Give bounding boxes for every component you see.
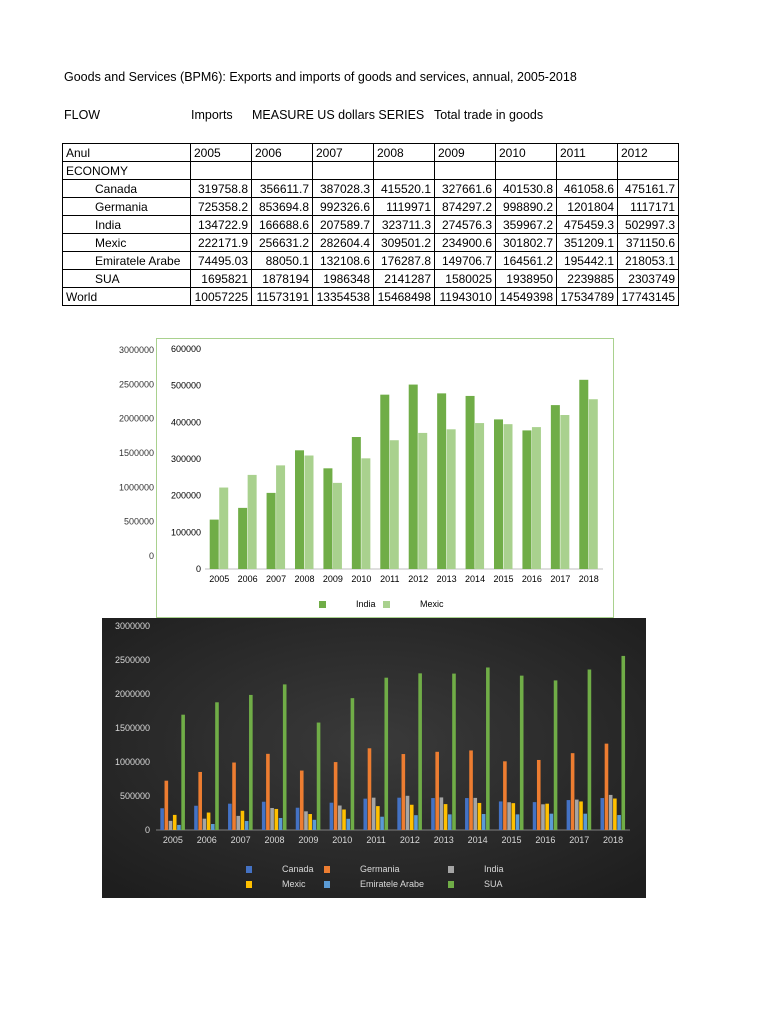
bar-sua: [215, 702, 219, 830]
bar-germania: [537, 760, 541, 830]
bar-india: [409, 385, 418, 569]
bar-canada: [262, 802, 266, 830]
table-row: [63, 270, 679, 288]
bar-germania: [300, 771, 304, 830]
y-tick-label: 1500000: [114, 723, 150, 733]
x-tick-label: 2016: [535, 835, 556, 845]
table-cell: 15468498: [374, 288, 435, 306]
table-row: [63, 180, 679, 198]
table-header-cell: 2010: [496, 144, 557, 162]
bar-mexic: [219, 488, 228, 569]
bar-germania: [232, 763, 236, 830]
legend-label: Emiratele Arabe: [360, 879, 425, 889]
table-cell: 222171.9: [191, 234, 252, 252]
table-header-cell: 2012: [618, 144, 679, 162]
bar-india: [522, 430, 531, 569]
table-cell: 256631.2: [252, 234, 313, 252]
bar-sua: [384, 678, 388, 830]
bar-canada: [296, 808, 300, 830]
x-tick-label: 2009: [298, 835, 319, 845]
bar-emiratele-arabe: [380, 817, 384, 830]
bar-india: [466, 396, 475, 569]
table-row: [63, 234, 679, 252]
bar-emiratele-arabe: [313, 820, 317, 830]
bar-germania: [402, 754, 406, 830]
y-tick-label: 500000: [170, 380, 201, 391]
x-tick-label: 2018: [603, 835, 624, 845]
x-tick-label: 2014: [465, 574, 486, 584]
x-tick-label: 2017: [569, 835, 590, 845]
bar-mexic: [308, 814, 312, 830]
bar-canada: [600, 798, 604, 830]
bar-emiratele-arabe: [414, 815, 418, 830]
series-value: Total trade in goods: [434, 108, 544, 122]
bar-sua: [181, 715, 185, 830]
x-tick-label: 2008: [294, 574, 315, 584]
table-row: [63, 252, 679, 270]
table-cell: 2141287: [374, 270, 435, 288]
bar-emiratele-arabe: [177, 825, 181, 830]
bar-mexic: [478, 803, 482, 830]
x-tick-label: 2018: [578, 574, 599, 584]
bar-mexic: [276, 465, 285, 569]
x-tick-label: 2005: [209, 574, 230, 584]
bar-canada: [465, 798, 469, 830]
x-tick-label: 2014: [467, 835, 488, 845]
table-cell: 327661.6: [435, 180, 496, 198]
row-label: Mexic: [63, 234, 191, 252]
bar-mexic: [444, 804, 448, 830]
table-cell: 461058.6: [557, 180, 618, 198]
table-cell: 351209.1: [557, 234, 618, 252]
bar-mexic: [579, 801, 583, 830]
y-tick-label: 0: [195, 564, 201, 574]
bar-germania: [605, 744, 609, 830]
bar-sua: [317, 723, 321, 830]
y-tick-label: 3000000: [118, 345, 154, 355]
bar-germania: [571, 753, 575, 830]
bar-sua: [588, 670, 592, 830]
table-cell: 319758.8: [191, 180, 252, 198]
bar-mexic: [361, 458, 370, 569]
bar-mexic: [173, 815, 177, 830]
section-label: ECONOMY: [63, 162, 191, 180]
table-cell: 1878194: [252, 270, 313, 288]
x-tick-label: 2016: [521, 574, 542, 584]
bar-india: [406, 796, 410, 830]
x-tick-label: 2015: [493, 574, 514, 584]
table-cell: 853694.8: [252, 198, 313, 216]
table-cell: 132108.6: [313, 252, 374, 270]
table-cell: 992326.6: [313, 198, 374, 216]
legend-swatch: [383, 601, 390, 608]
table-cell: 176287.8: [374, 252, 435, 270]
bar-emiratele-arabe: [482, 814, 486, 830]
bar-mexic: [376, 806, 380, 830]
table-header-cell: Anul: [63, 144, 191, 162]
table-cell: 282604.4: [313, 234, 374, 252]
y-tick-label: 500000: [119, 791, 150, 801]
bar-india: [267, 493, 276, 569]
document-title: Goods and Services (BPM6): Exports and imports of goods and services, annual, 2005-2018: [64, 70, 577, 84]
y-tick-label: 200000: [170, 490, 201, 501]
bar-india: [236, 816, 240, 830]
legend-swatch: [448, 881, 454, 888]
table-cell: 502997.3: [618, 216, 679, 234]
flow-value: Imports: [191, 108, 233, 122]
bar-india: [541, 804, 545, 830]
table-cell: 1119971: [374, 198, 435, 216]
table-cell: 88050.1: [252, 252, 313, 270]
x-tick-label: 2007: [230, 835, 251, 845]
table-cell: 1695821: [191, 270, 252, 288]
table-cell: 475459.3: [557, 216, 618, 234]
measure-label: MEASURE US dollars SERIES: [252, 108, 425, 122]
table-row: [63, 198, 679, 216]
bar-canada: [499, 801, 503, 830]
table-cell: 1986348: [313, 270, 374, 288]
bar-canada: [533, 802, 537, 830]
y-tick-label: 100000: [170, 527, 201, 538]
table-cell: 1580025: [435, 270, 496, 288]
legend-label: India: [356, 599, 376, 609]
legend-label: Germania: [360, 864, 400, 874]
row-label: India: [63, 216, 191, 234]
x-tick-label: 2010: [351, 574, 372, 584]
table-cell: 195442.1: [557, 252, 618, 270]
table-cell: 11943010: [435, 288, 496, 306]
legend-label: Canada: [282, 864, 314, 874]
bar-germania: [198, 772, 202, 830]
table-cell: 164561.2: [496, 252, 557, 270]
bar-sua: [486, 667, 490, 830]
x-tick-label: 2015: [501, 835, 522, 845]
row-label: SUA: [63, 270, 191, 288]
x-tick-label: 2009: [322, 574, 343, 584]
bar-mexic: [342, 809, 346, 830]
bar-india: [203, 819, 207, 830]
y-tick-label: 1000000: [114, 757, 150, 767]
y-tick-label: 500000: [123, 516, 154, 527]
table-cell: 475161.7: [618, 180, 679, 198]
y-tick-label: 2500000: [118, 379, 154, 390]
bar-canada: [567, 800, 571, 830]
x-tick-label: 2005: [162, 835, 183, 845]
table-cell: 401530.8: [496, 180, 557, 198]
bar-sua: [249, 695, 253, 830]
legend-label: India: [484, 864, 504, 874]
bar-sua: [621, 656, 625, 830]
bar-mexic: [447, 429, 456, 569]
bar-mexic: [410, 805, 414, 830]
table-cell: 218053.1: [618, 252, 679, 270]
legend-swatch: [448, 866, 454, 873]
table-cell: 134722.9: [191, 216, 252, 234]
table-cell: 998890.2: [496, 198, 557, 216]
legend-swatch: [246, 881, 252, 888]
legend-swatch: [324, 866, 330, 873]
table-section-row: [63, 162, 679, 180]
y-tick-label: 3000000: [114, 621, 150, 631]
y-tick-label: 300000: [170, 454, 201, 464]
y-tick-label: 0: [148, 551, 154, 561]
y-tick-label: 1500000: [118, 448, 154, 458]
bar-canada: [330, 803, 334, 830]
bar-mexic: [589, 399, 598, 569]
table-cell: 274576.3: [435, 216, 496, 234]
bar-emiratele-arabe: [448, 814, 452, 830]
bar-india: [323, 468, 332, 569]
table-cell: 13354538: [313, 288, 374, 306]
x-tick-label: 2012: [408, 574, 429, 584]
bar-germania: [165, 781, 169, 830]
bar-india: [579, 380, 588, 569]
bar-sua: [520, 676, 524, 830]
bar-canada: [228, 804, 232, 830]
bar-india: [295, 450, 304, 569]
table-header-row: [63, 144, 679, 162]
table-cell: 323711.3: [374, 216, 435, 234]
bar-mexic: [241, 811, 245, 830]
bar-india: [473, 798, 477, 830]
table-header-cell: 2006: [252, 144, 313, 162]
table-cell: 359967.2: [496, 216, 557, 234]
bar-india: [169, 821, 173, 830]
table-cell: 17534789: [557, 288, 618, 306]
legend-swatch: [319, 601, 326, 608]
bar-germania: [503, 761, 507, 830]
table-cell: 11573191: [252, 288, 313, 306]
bar-india: [338, 806, 342, 830]
y-tick-label: 1000000: [118, 482, 154, 493]
all-economies-chart: [102, 618, 646, 898]
legend-swatch: [246, 866, 252, 873]
legend-swatch: [324, 881, 330, 888]
y-tick-label: 2000000: [114, 689, 150, 699]
bar-india: [551, 405, 560, 569]
bar-mexic: [333, 483, 342, 569]
table-cell: 356611.7: [252, 180, 313, 198]
table-header-cell: 2007: [313, 144, 374, 162]
bar-india: [494, 419, 503, 569]
table-row: [63, 216, 679, 234]
bar-mexic: [475, 423, 484, 569]
bar-canada: [194, 806, 198, 830]
table-header-cell: 2005: [191, 144, 252, 162]
bar-mexic: [390, 440, 399, 569]
x-tick-label: 2006: [196, 835, 217, 845]
bar-mexic: [418, 433, 427, 569]
bar-india: [380, 395, 389, 569]
bar-germania: [368, 748, 372, 830]
table-body: [63, 180, 679, 288]
bar-canada: [363, 799, 367, 830]
y-tick-label: 2000000: [118, 413, 154, 424]
table-header-cell: 2011: [557, 144, 618, 162]
bar-india: [372, 798, 376, 830]
y-tick-label: 600000: [170, 344, 201, 354]
background-chart-axis: [106, 338, 156, 568]
bar-emiratele-arabe: [516, 814, 520, 830]
bar-mexic: [504, 424, 513, 569]
bar-sua: [452, 674, 456, 830]
x-tick-label: 2017: [550, 574, 571, 584]
bar-mexic: [275, 809, 279, 830]
table-cell: 166688.6: [252, 216, 313, 234]
x-tick-label: 2013: [433, 835, 454, 845]
bar-canada: [160, 808, 164, 830]
y-tick-label: 400000: [170, 417, 201, 428]
bar-mexic: [305, 456, 314, 569]
y-tick-label: 0: [144, 825, 150, 835]
flow-label: FLOW: [64, 108, 101, 122]
table-cell: 371150.6: [618, 234, 679, 252]
table-cell: 149706.7: [435, 252, 496, 270]
table-cell: 17743145: [618, 288, 679, 306]
bar-sua: [283, 684, 287, 830]
bar-mexic: [512, 803, 516, 830]
bar-emiratele-arabe: [279, 818, 283, 830]
table-cell: 1201804: [557, 198, 618, 216]
row-label: Emiratele Arabe: [63, 252, 191, 270]
table-cell: 10057225: [191, 288, 252, 306]
legend-label: SUA: [484, 879, 503, 889]
bar-emiratele-arabe: [211, 824, 215, 830]
row-label: Germania: [63, 198, 191, 216]
bar-india: [304, 811, 308, 830]
bar-india: [352, 437, 361, 569]
bar-sua: [418, 673, 422, 830]
x-tick-label: 2008: [264, 835, 285, 845]
bar-india: [210, 520, 219, 569]
bar-india: [575, 800, 579, 830]
bar-emiratele-arabe: [346, 819, 350, 830]
bar-sua: [351, 698, 355, 830]
bar-india: [238, 508, 247, 569]
bar-india: [440, 797, 444, 830]
table-cell: 2303749: [618, 270, 679, 288]
y-tick-label: 2500000: [114, 655, 150, 665]
table-cell: 1117171: [618, 198, 679, 216]
bar-canada: [397, 798, 401, 830]
bar-mexic: [545, 804, 549, 830]
table-cell: 874297.2: [435, 198, 496, 216]
bar-canada: [431, 798, 435, 830]
bar-emiratele-arabe: [245, 821, 249, 830]
trade-table: [62, 143, 679, 306]
bar-sua: [554, 680, 558, 830]
x-tick-label: 2011: [366, 835, 386, 845]
bar-germania: [469, 750, 473, 830]
table-header-cell: 2009: [435, 144, 496, 162]
row-label: Canada: [63, 180, 191, 198]
x-tick-label: 2010: [332, 835, 353, 845]
table-cell: 725358.2: [191, 198, 252, 216]
bar-emiratele-arabe: [583, 814, 587, 830]
bar-emiratele-arabe: [550, 814, 554, 830]
bar-emiratele-arabe: [617, 815, 621, 830]
table-cell: 309501.2: [374, 234, 435, 252]
table-cell: 415520.1: [374, 180, 435, 198]
bar-india: [270, 808, 274, 830]
x-tick-label: 2012: [399, 835, 420, 845]
row-label: World: [63, 288, 191, 306]
table-cell: 234900.6: [435, 234, 496, 252]
x-tick-label: 2013: [436, 574, 457, 584]
bar-mexic: [613, 799, 617, 830]
table-cell: 1938950: [496, 270, 557, 288]
legend-label: Mexic: [282, 879, 306, 889]
table-cell: 387028.3: [313, 180, 374, 198]
table-header-cell: 2008: [374, 144, 435, 162]
bar-mexic: [532, 427, 541, 569]
table-cell: 14549398: [496, 288, 557, 306]
bar-germania: [266, 754, 270, 830]
bar-india: [507, 802, 511, 830]
table-total-row: [63, 288, 679, 306]
bar-india: [437, 393, 446, 569]
legend-label: Mexic: [420, 599, 444, 609]
table-cell: 207589.7: [313, 216, 374, 234]
x-tick-label: 2011: [380, 574, 400, 584]
bar-mexic: [560, 415, 569, 569]
bar-india: [609, 795, 613, 830]
table-cell: 301802.7: [496, 234, 557, 252]
bar-mexic: [248, 475, 257, 569]
x-tick-label: 2007: [266, 574, 287, 584]
bar-mexic: [207, 813, 211, 830]
bar-germania: [435, 752, 439, 830]
table-cell: 74495.03: [191, 252, 252, 270]
bar-germania: [334, 762, 338, 830]
india-mexic-chart: [156, 338, 614, 618]
table-cell: 2239885: [557, 270, 618, 288]
x-tick-label: 2006: [237, 574, 258, 584]
